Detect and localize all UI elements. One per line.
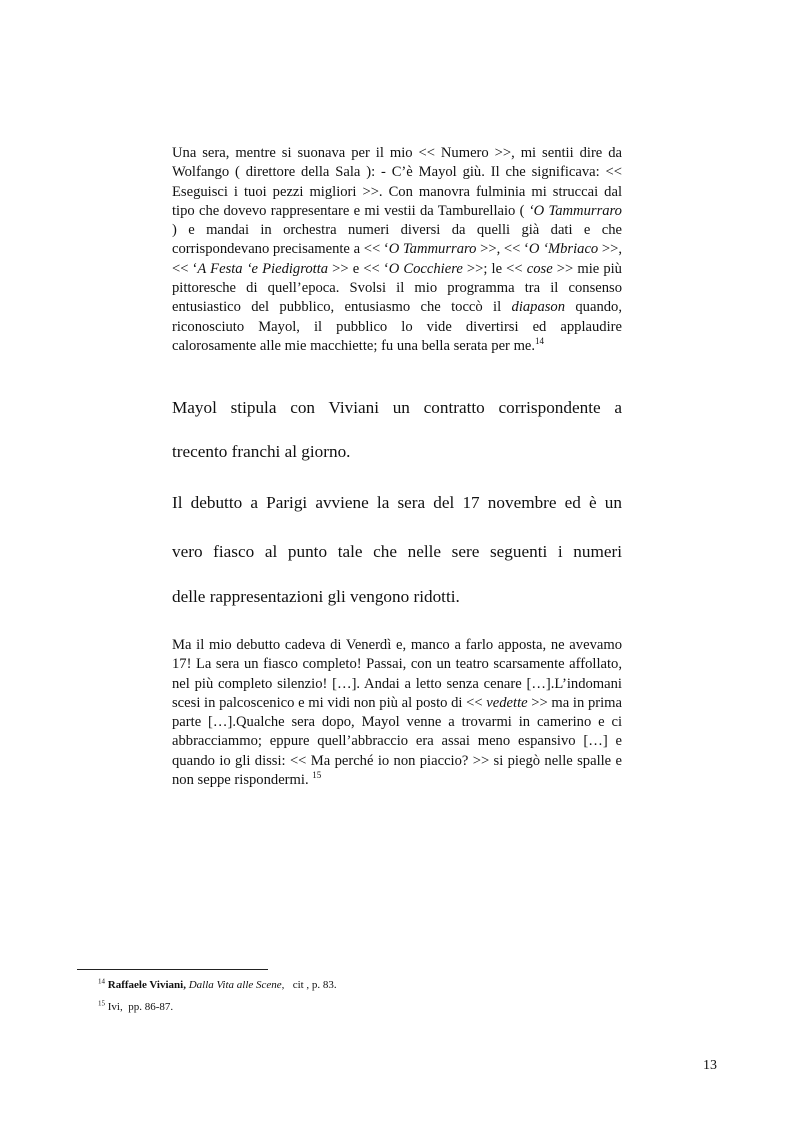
body-line-4: vero fiasco al punto tale che nelle sere seguenti i numeri <box>172 542 622 561</box>
body-line-1: Mayol stipula con Viviani un contratto corrispondente a <box>172 398 622 417</box>
quote-block-1 <box>172 144 622 356</box>
footnote-14: $^{14}$ Raffaele Viviani, Dalla Vita alle Scene, cit , p. 83. <box>98 977 337 991</box>
body-line-5: delle rappresentazioni gli vengono ridotti. <box>172 587 460 606</box>
quote-1-text: Una sera, mentre si suonava per il mio << Numero >>, mi sentii dire da Wolfango ( direttore della Sala ): - C’è Mayol giù. Il che significava: << Eseguisci i tuoi pezzi migliori >>. Con manovra fulminia mi struccai dal tipo che dovevo rappresentare e mi vestii da Tamburellaio ( ‘O Tammurraro ) e mandai in orchestra numeri diversi da quelli già dati e che corrispondevano precisamente a << ‘O Tammurraro >>, << ‘O ‘Mbriaco >>, << ‘A Festa ‘e Piedigrotta >> e << ‘O Cocchiere >>; le << cose >> mie più pittoresche di quell’epoca. Svolsi il mio programma tra il consenso entusiastico del pubblico, entusiasmo che toccò il diapason quando, riconosciuto Mayol, il pubblico lo vide divertirsi ed applaudire calorosamente alle mie macchiette; fu una bella serata per me.$^{14}$ <box>172 145 622 354</box>
quote-block-2 <box>172 636 622 790</box>
footnote-ref-15[interactable]: 15 <box>312 770 322 781</box>
page-number: 13 <box>703 1058 717 1073</box>
body-line-2: trecento franchi al giorno. <box>172 442 351 461</box>
footnote-separator <box>77 969 268 970</box>
footnote-ref-14[interactable]: 14 <box>535 336 545 347</box>
footnote-15: $^{15}$ Ivi, pp. 86-87. <box>98 999 174 1013</box>
body-line-3: Il debutto a Parigi avviene la sera del 17 novembre ed è un <box>172 493 622 512</box>
quote-2-text: Ma il mio debutto cadeva di Venerdì e, manco a farlo apposta, ne avevamo 17! La sera un fiasco completo! Passai, con un teatro scarsamente affollato, nel più completo silenzio! […]. Andai a letto senza cenare […].L’indomani scesi in palcoscenico e mi vidi non più al posto di << vedette >> ma in prima parte […].Qualche sera dopo, Mayol venne a trovarmi in camerino e ci abbracciammo; eppure quell’abbraccio era assai meno espansivo […] e quando io gli dissi: << Ma perché io non piaccio? >> si piegò nelle spalle e non seppe rispondermi. $^{15}$ <box>172 637 622 789</box>
